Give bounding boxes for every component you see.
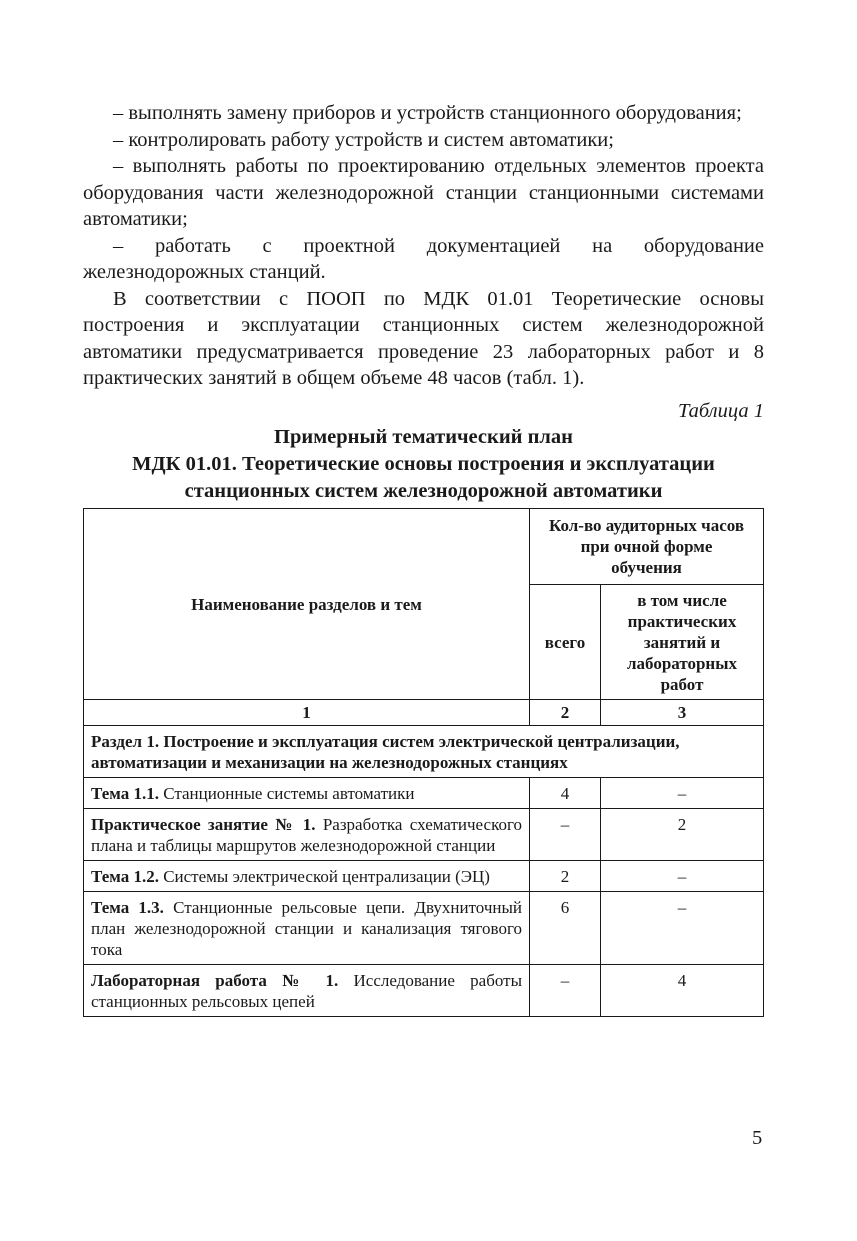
bullet-1: – выполнять замену приборов и устройств станционного оборудования; <box>113 102 742 124</box>
row-text: Станционные рельсовые цепи. Двухниточный план железнодорожной станции и канализация тягового тока <box>91 897 523 959</box>
row-total: – <box>530 964 601 1016</box>
row-practical: – <box>601 777 764 808</box>
bullet-3: – выполнять работы по проектированию отдельных элементов проекта оборудования части железнодорожной станции станционными системами автоматики; <box>83 155 764 230</box>
bullet-4: – работать с проектной документацией на оборудование железнодорожных станций. <box>83 234 764 283</box>
page-number: 5 <box>752 1127 763 1149</box>
header-total: всего <box>530 584 601 699</box>
row-lead: Тема 1.1. <box>91 783 159 803</box>
row-topic <box>84 964 530 1016</box>
column-number-3: 3 <box>601 699 764 725</box>
table-title-line-3: станционных систем железнодорожной автоматики <box>184 479 663 502</box>
row-practical: 2 <box>601 808 764 860</box>
intro-paragraph: В соответствии с ПООП по МДК 01.01 Теоретические основы построения и эксплуатации станционных систем железнодорожной автоматики предусматривается проведение 23 лабораторных работ и 8 практических занятий в общем объеме 48 часов (табл. 1). <box>83 287 764 389</box>
row-topic <box>84 808 530 860</box>
row-practical: 4 <box>601 964 764 1016</box>
table-caption: Таблица 1 <box>677 399 764 422</box>
table-title-line-2: МДК 01.01. Теоретические основы построения и эксплуатации <box>132 452 715 475</box>
column-number-row <box>84 699 764 725</box>
row-practical: – <box>601 891 764 964</box>
table-row <box>84 777 764 808</box>
bullet-2: – контролировать работу устройств и систем автоматики; <box>113 128 614 151</box>
header-name: Наименование разделов и тем <box>84 508 530 699</box>
row-total: 6 <box>530 891 601 964</box>
table-row <box>84 891 764 964</box>
row-lead: Практическое занятие № 1. <box>91 814 316 834</box>
row-lead: Тема 1.2. <box>91 866 159 886</box>
row-topic <box>84 860 530 891</box>
row-text: Станционные системы автоматики <box>163 783 415 803</box>
row-total: – <box>530 808 601 860</box>
row-text: Разработка схематического плана и таблицы маршрутов железнодорожной станции <box>91 814 523 855</box>
thematic-plan-table <box>83 508 764 1017</box>
row-text: Исследование работы станционных рельсовых цепей <box>91 970 522 1011</box>
row-topic <box>84 891 530 964</box>
header-practical: в том числе практических занятий и лабораторных работ <box>601 584 764 699</box>
row-total: 4 <box>530 777 601 808</box>
table-title-line-1: Примерный тематический план <box>274 425 573 448</box>
row-topic <box>84 777 530 808</box>
row-text: Системы электрической централизации (ЭЦ) <box>163 866 490 886</box>
table-row <box>84 860 764 891</box>
section-heading: Раздел 1. Построение и эксплуатация систем электрической централизации, автоматизации и механизации на железнодорожных станциях <box>84 725 764 777</box>
column-number-2: 2 <box>530 699 601 725</box>
column-number-1: 1 <box>84 699 530 725</box>
row-lead: Тема 1.3. <box>91 897 164 917</box>
header-hours: Кол-во аудиторных часов при очной форме обучения <box>530 508 764 584</box>
table-row <box>84 964 764 1016</box>
row-practical: – <box>601 860 764 891</box>
row-total: 2 <box>530 860 601 891</box>
page-content <box>83 100 764 1017</box>
row-lead: Лабораторная работа № 1. <box>91 970 339 990</box>
table-row <box>84 808 764 860</box>
